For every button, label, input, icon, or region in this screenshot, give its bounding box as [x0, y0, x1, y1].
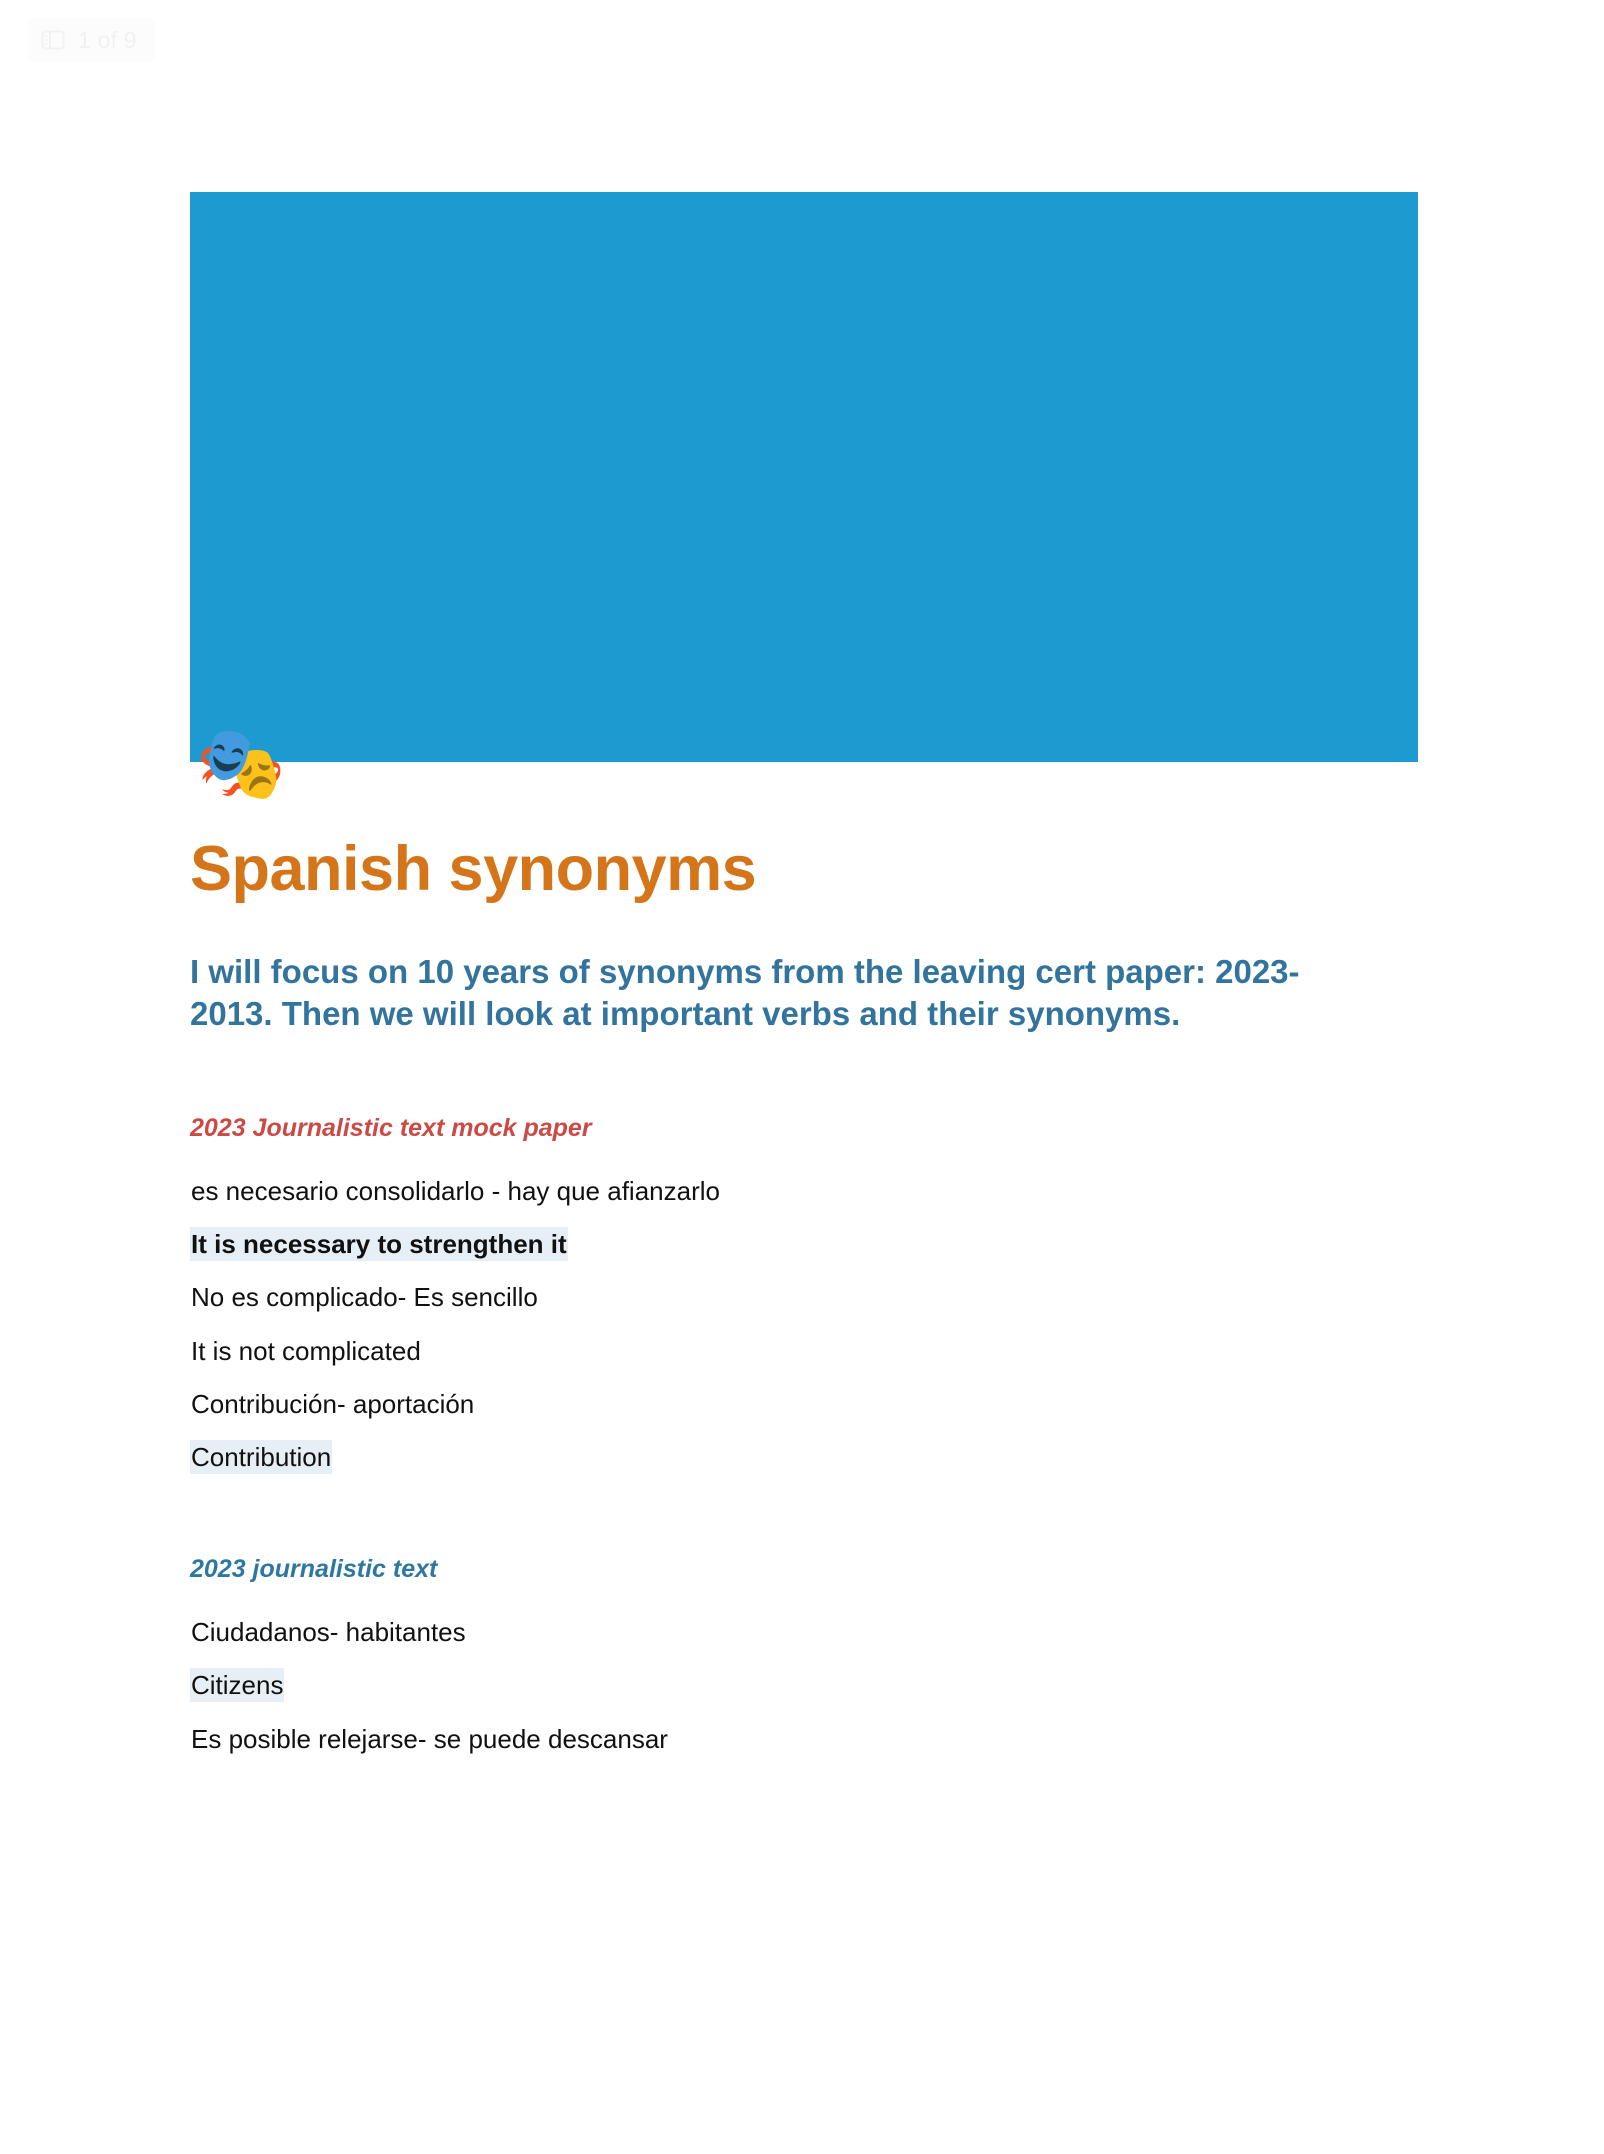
cover-banner-fill — [190, 192, 1418, 762]
sidebar-layout-icon — [40, 27, 66, 53]
synonym-line — [190, 1431, 1418, 1484]
section-heading: 2023 journalistic text — [190, 1555, 438, 1584]
synonym-line — [190, 1606, 1418, 1659]
synonym-section — [190, 1035, 1418, 1484]
page-indicator-label: 1 of 9 — [78, 26, 137, 53]
sections-container — [190, 1035, 1418, 1766]
page-subtitle: I will focus on 10 years of synonyms from the leaving cert paper: 2023- 2013. Then we will look at important verbs and their synonyms. — [190, 952, 1300, 1032]
synonym-line — [190, 1325, 1418, 1378]
synonym-line — [190, 1659, 1418, 1712]
synonym-line — [190, 1271, 1418, 1324]
page-title: Spanish synonyms — [190, 834, 757, 904]
synonym-line — [190, 1218, 1418, 1271]
synonym-line-text: It is necessary to strengthen it — [191, 1229, 567, 1260]
synonym-line-text: Contribución- aportación — [191, 1388, 475, 1419]
synonym-line-text: No es complicado- Es sencillo — [191, 1282, 538, 1313]
document-body — [190, 0, 1418, 1766]
synonym-line-text: Contribution — [191, 1441, 332, 1472]
synonym-line-text: Es posible relejarse- se puede descansar — [191, 1723, 668, 1754]
synonym-line — [190, 1713, 1418, 1766]
section-heading: 2023 Journalistic text mock paper — [190, 1114, 592, 1143]
synonym-line-text: Citizens — [191, 1670, 284, 1701]
cover-banner — [190, 192, 1418, 804]
page-indicator-pill[interactable] — [28, 18, 155, 62]
performing-arts-masks-icon: 🎭 — [196, 724, 286, 804]
synonym-section — [190, 1484, 1418, 1766]
synonym-line-text: Ciudadanos- habitantes — [191, 1617, 466, 1648]
synonym-line-text: es necesario consolidarlo - hay que afianzarlo — [191, 1176, 720, 1207]
synonym-line — [190, 1378, 1418, 1431]
synonym-line — [190, 1165, 1418, 1218]
synonym-line-text: It is not complicated — [191, 1335, 421, 1366]
